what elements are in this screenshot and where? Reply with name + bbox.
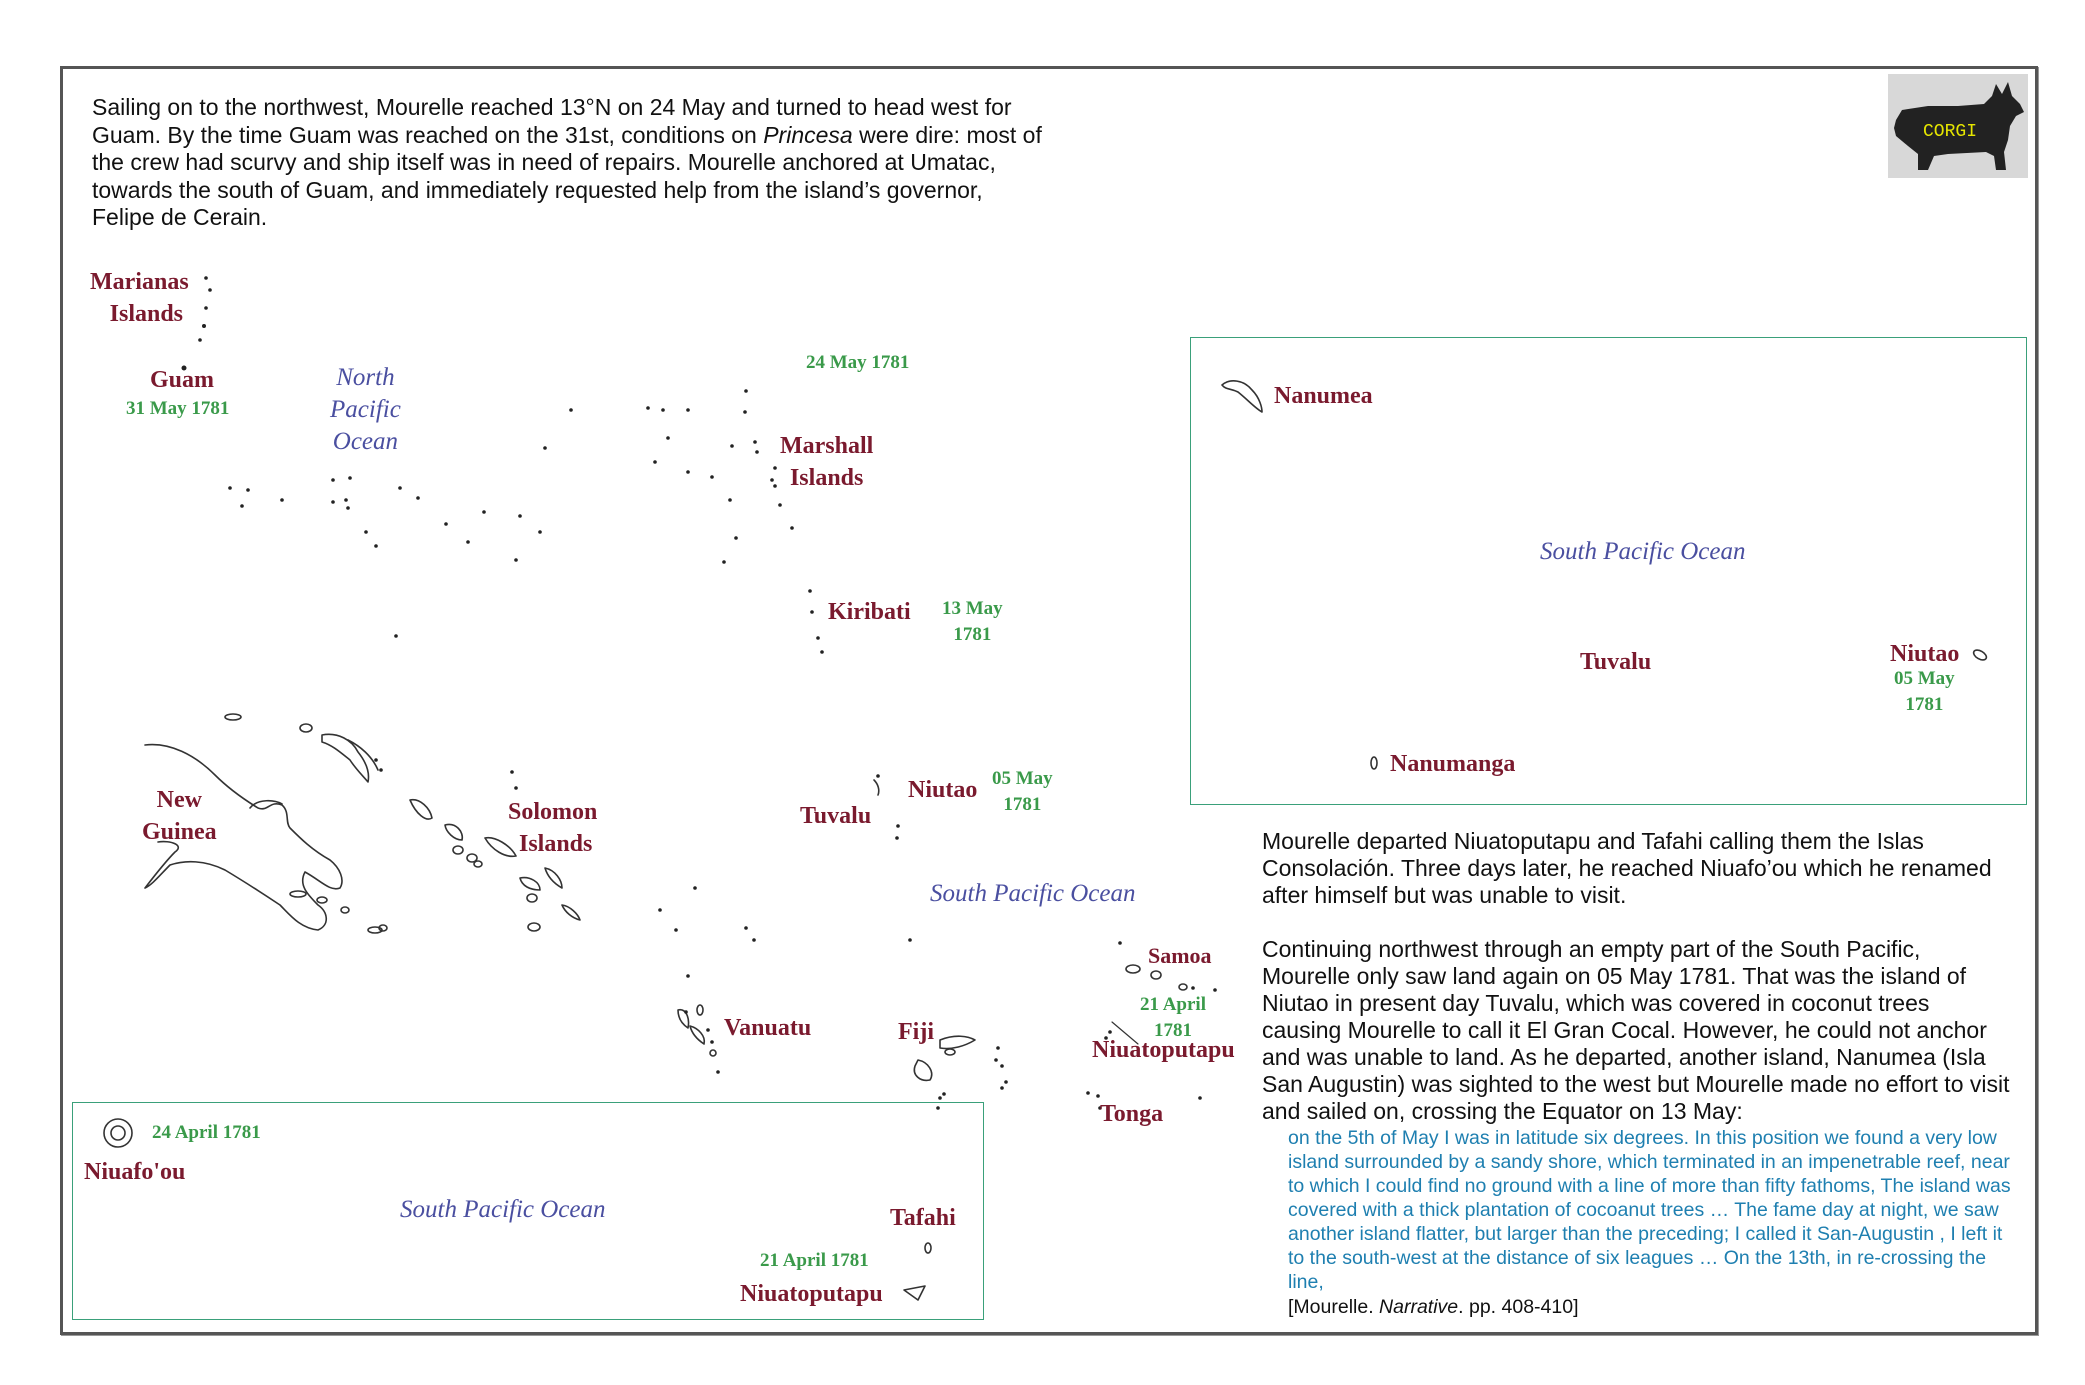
label-fiji: Fiji: [898, 1019, 934, 1045]
inset-date-niuatoputapu: 21 April 1781: [760, 1250, 869, 1271]
fiji-outline-2: [940, 1036, 975, 1048]
inset-label-nanumanga: Nanumanga: [1390, 751, 1516, 777]
label-marshall-islands: Marshall Islands: [780, 433, 874, 491]
label-solomon-islands: Solomon Islands: [508, 799, 598, 857]
inset-label-niutao: Niutao: [1890, 641, 1960, 667]
narrative-para-1: Mourelle departed Niuatoputapu and Tafahi calling them the Islas Consolación. Three days later, he reached Niuafo’ou which he renamed after himself but was unable to visit.: [1262, 828, 1992, 908]
intro-text-2: were dire: most of the crew had scurvy and ship itself was in need of repairs. Mourelle anchored at Umatac, towards the south of Guam, and immediately requested help from the island’s governor, Felipe de Cerain.: [92, 121, 1042, 230]
solomon-outline-6: [562, 905, 580, 920]
solomon-outline-2: [445, 824, 462, 840]
logo-text: CORGI: [1922, 122, 1978, 142]
label-marianas-islands: Marianas Islands: [90, 269, 189, 327]
inset-label-tafahi: Tafahi: [890, 1205, 956, 1231]
label-tonga: Tonga: [1100, 1101, 1164, 1127]
fiji-outline-1: [914, 1060, 931, 1080]
inset-label-nanumea: Nanumea: [1274, 383, 1373, 409]
inset-label-south-pacific-ocean: South Pacific Ocean: [400, 1196, 606, 1223]
date-kiribati: 13 May 1781: [942, 598, 1003, 645]
narrative-text: [1262, 828, 2012, 1152]
label-samoa: Samoa: [1148, 943, 1212, 968]
intro-text-1: Sailing on to the northwest, Mourelle reached 13°N on 24 May and turned to head west for Guam. By the time Guam was reached on the 31st, conditions on: [92, 94, 1012, 148]
narrative-para-2: Continuing northwest through an empty part of the South Pacific, Mourelle only saw land again on 05 May 1781. That was the island of Niutao in present day Tuvalu, which was covered in coconut trees causing Mourelle to call it El Gran Cocal. However, he could not anchor and was unable to land. As he departed, another island, Nanumea (Isla San Augustin) was sighted to the west but Mourelle made no effort to visit and sailed on, crossing the Equator on 13 May:: [1262, 936, 2010, 1124]
solomon-outline-5: [545, 868, 562, 888]
niutao-island-mainmap: [874, 780, 879, 795]
date-guam: 31 May 1781: [126, 398, 230, 419]
label-guam: Guam: [150, 367, 215, 393]
label-niutao: Niutao: [908, 777, 978, 803]
date-marshall: 24 May 1781: [806, 352, 910, 373]
inset-label-niuatoputapu: Niuatoputapu: [740, 1281, 883, 1307]
citation: [Mourelle. Narrative. pp. 408-410]: [1288, 1296, 1579, 1318]
inset-label-tuvalu: Tuvalu: [1580, 649, 1652, 675]
label-vanuatu: Vanuatu: [724, 1015, 812, 1041]
inset-date-niuafoou: 24 April 1781: [152, 1122, 261, 1143]
inset-date-niutao: 05 May 1781: [1894, 668, 1955, 715]
inset-label-niuafoou: Niuafo'ou: [84, 1159, 186, 1185]
label-tuvalu: Tuvalu: [800, 803, 872, 829]
inset-label-ocean: South Pacific Ocean: [1540, 538, 1746, 565]
date-niutao: 05 May 1781: [992, 768, 1053, 815]
label-niuatoputapu: Niuatoputapu: [1092, 1037, 1235, 1063]
solomon-outline-4: [520, 878, 540, 890]
new-britain-outline: [322, 734, 369, 782]
label-new-guinea: New Guinea: [142, 787, 217, 845]
label-north-pacific-ocean: North Pacific Ocean: [330, 364, 401, 455]
quote-text: on the 5th of May I was in latitude six degrees. In this position we found a very low island surrounded by a sandy shore, which terminated in an impenetrable reef, near to which I could find no ground with a line of more than fifty fathoms, The island was covered with a thick plantation of cocoanut trees … The fame day at night, we saw another island flatter, but larger than the preceding; I called it San-Augustin , I left it to the south-west at the distance of six leagues … On the 13th, in re-crossing the line,: [1288, 1127, 2011, 1293]
label-south-pacific-ocean: South Pacific Ocean: [930, 880, 1136, 907]
vanuatu-outline-2: [690, 1026, 704, 1044]
ship-name: Princesa: [763, 121, 853, 148]
label-kiribati: Kiribati: [828, 599, 911, 625]
date-niuatoputapu: 21 April 1781: [1140, 994, 1206, 1041]
solomon-outline-1: [410, 800, 432, 819]
